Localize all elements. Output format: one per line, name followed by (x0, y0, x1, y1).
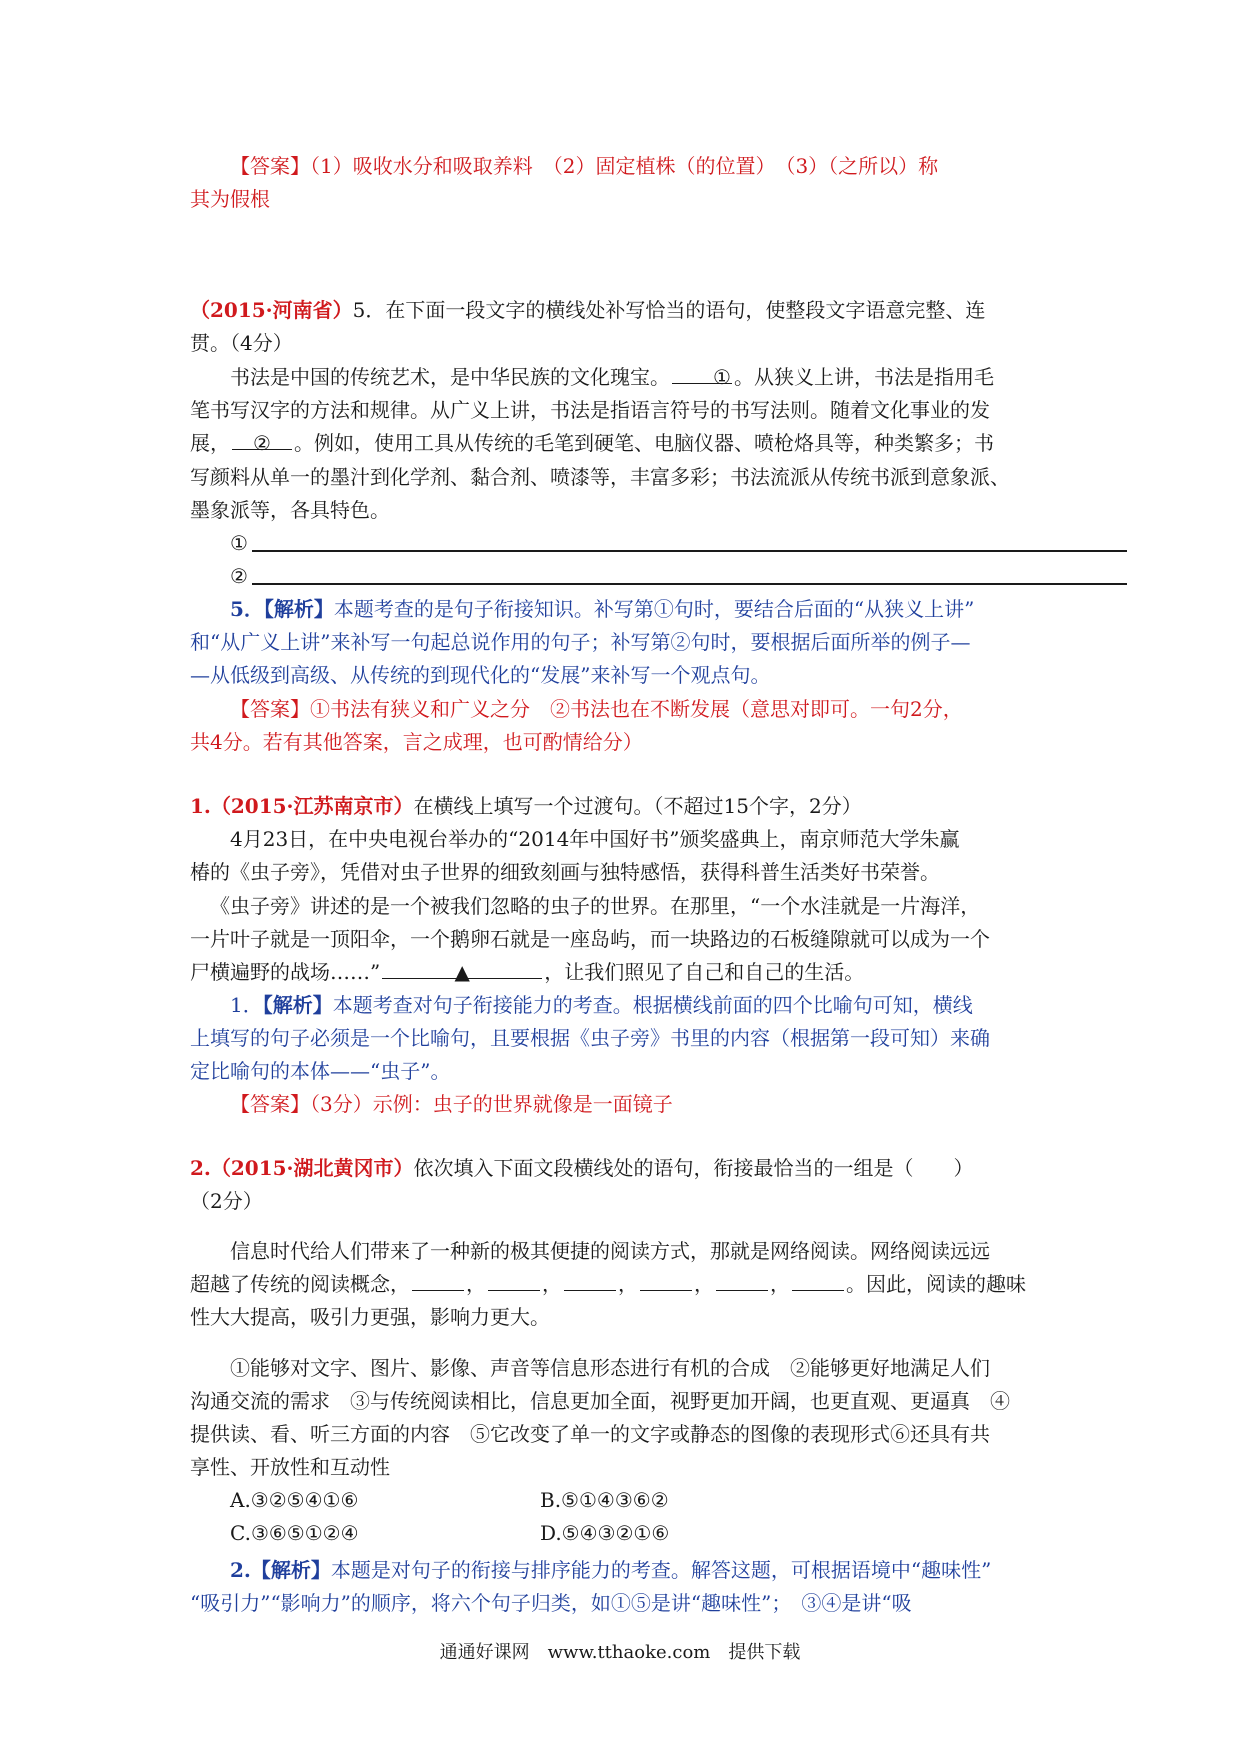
passage-text: ，让我们照见了自己和自己的生活。 (544, 960, 865, 984)
passage-line: 椿的《虫子旁》，凭借对虫子世界的细致刻画与独特感悟，获得科普生活类好书荣誉。 (190, 860, 940, 884)
answer-line (190, 1088, 1060, 1121)
sentence-line: 沟通交流的需求 ③与传统阅读相比，信息更加全面，视野更加开阔，也更直观、更逼真 ④ (190, 1389, 1010, 1413)
stem-text: 在横线上填写一个过渡句。（不超过15个字，2分） (413, 794, 862, 818)
analysis-line: 上填写的句子必须是一个比喻句，且要根据《虫子旁》书里的内容（根据第一段可知）来确 (190, 1026, 990, 1050)
answer-tag: 【答案】 (230, 154, 310, 178)
analysis-text: 本题是对句子的衔接与排序能力的考查。解答这题，可根据语境中“趣味性” (330, 1558, 992, 1582)
stem-text: 5．在下面一段文字的横线处补写恰当的语句，使整段文字语意完整、连 (352, 298, 986, 322)
passage-line: 写颜料从单一的墨汁到化学剂、黏合剂、喷漆等，丰富多彩；书法流派从传统书派到意象派、 (190, 465, 1010, 489)
answer-line-label: ② (230, 564, 248, 588)
passage-text: 尸横遍野的战场……” (190, 960, 381, 984)
question-stem: （2分） (190, 1189, 263, 1213)
sentence-line: 享性、开放性和互动性 (190, 1455, 390, 1479)
passage-line: 笔书写汉字的方法和规律。从广义上讲，书法是指语言符号的书写法则。随着文化事业的发 (190, 398, 990, 422)
blank[interactable] (564, 1268, 616, 1291)
blank-2: ② (232, 427, 292, 450)
page-footer: 通通好课网 www.tthaoke.com 提供下载 (439, 1642, 801, 1663)
question-stem (190, 1152, 1060, 1185)
separator: ， (694, 1272, 714, 1296)
analysis-text: 本题考查对句子衔接能力的考查。根据横线前面的四个比喻句可知，横线 (332, 993, 973, 1017)
passage-text: 超越了传统的阅读概念， (190, 1272, 410, 1296)
analysis-line (190, 1554, 1060, 1587)
passage-line (190, 1268, 1060, 1301)
analysis-line: 定比喻句的本体——“虫子”。 (190, 1059, 451, 1083)
passage-line: 一片叶子就是一顶阳伞，一个鹅卵石就是一座岛屿，而一块路边的石板缝隙就可以成为一个 (190, 927, 990, 951)
answer-write-line[interactable] (252, 583, 1127, 585)
passage-line (190, 956, 1060, 989)
question-source: 1.（2015·江苏南京市） (190, 794, 414, 818)
passage-line: 《虫子旁》讲述的是一个被我们忽略的虫子的世界。在那里，“一个水洼就是一片海洋， (210, 894, 981, 918)
answer-line (190, 693, 1060, 726)
analysis-tag: 【解析】 (262, 993, 333, 1017)
passage-line: 性大大提高，吸引力更强，影响力更大。 (190, 1305, 550, 1329)
answer-line: 其为假根 (190, 187, 270, 211)
analysis-num: 5． (230, 597, 264, 621)
question-stem (190, 294, 1060, 327)
analysis-tag: 【解析】 (250, 1558, 331, 1582)
option-c[interactable]: C.③⑥⑤①②④ (230, 1521, 359, 1545)
analysis-line: “吸引力”“影响力”的顺序，将六个句子归类，如①⑤是讲“趣味性”； ③④是讲“吸 (190, 1591, 912, 1615)
answer-text: ①书法有狭义和广义之分 ②书法也在不断发展（意思对即可。一句2分， (310, 697, 963, 721)
passage-line: 墨象派等，各具特色。 (190, 498, 390, 522)
analysis-line (190, 593, 1060, 626)
answer-text: （1）吸收水分和吸取养料 （2）固定植株（的位置） （3）（之所以）称 (310, 154, 939, 178)
blank[interactable] (488, 1268, 540, 1291)
option-d[interactable]: D.⑤④③②①⑥ (540, 1521, 670, 1545)
passage-line: 4月23日，在中央电视台举办的“2014年中国好书”颁奖盛典上，南京师范大学朱赢 (230, 827, 960, 851)
question-stem: 贯。（4分） (190, 331, 293, 355)
question-source: 2.（2015·湖北黄冈市） (190, 1156, 414, 1180)
analysis-line (190, 989, 1060, 1022)
sentence-line: ①能够对文字、图片、影像、声音等信息形态进行有机的合成 ②能够更好地满足人们 (230, 1356, 990, 1380)
option-b[interactable]: B.⑤①④③⑥② (540, 1488, 669, 1512)
passage-text: 。例如，使用工具从传统的毛笔到硬笔、电脑仪器、喷枪烙具等，种类繁多；书 (294, 431, 994, 455)
blank[interactable] (716, 1268, 768, 1291)
separator: ， (542, 1272, 562, 1296)
answer-tag: 【答案】 (230, 697, 310, 721)
analysis-tag: 【解析】 (263, 597, 334, 621)
passage-text: 展， (190, 431, 230, 455)
answer-line-label: ① (230, 531, 248, 555)
analysis-num: 2. (230, 1558, 251, 1582)
option-a[interactable]: A.③②⑤④①⑥ (230, 1488, 359, 1512)
sentence-line: 提供读、看、听三方面的内容 ⑤它改变了单一的文字或静态的图像的表现形式⑥还具有共 (190, 1422, 990, 1446)
blank[interactable] (412, 1268, 464, 1291)
passage-text: 。因此，阅读的趣味 (846, 1272, 1026, 1296)
answer-line: 共4分。若有其他答案，言之成理，也可酌情给分） (190, 730, 643, 754)
passage-line: 信息时代给人们带来了一种新的极其便捷的阅读方式，那就是网络阅读。网络阅读远远 (230, 1239, 990, 1263)
separator: ， (618, 1272, 638, 1296)
blank[interactable] (640, 1268, 692, 1291)
answer-text: （3分）示例：虫子的世界就像是一面镜子 (310, 1092, 673, 1116)
question-stem (190, 790, 1060, 823)
analysis-line: —从低级到高级、从传统的到现代化的“发展”来补写一个观点句。 (190, 663, 771, 687)
analysis-num: 1． (230, 993, 263, 1017)
analysis-line: 和“从广义上讲”来补写一句起总说作用的句子；补写第②句时，要根据后面所举的例子— (190, 630, 971, 654)
question-source: （2015·河南省） (190, 298, 353, 322)
passage-text: 书法是中国的传统艺术，是中华民族的文化瑰宝。 (230, 365, 670, 389)
passage-text: 。从狭义上讲，书法是指用毛 (734, 365, 994, 389)
analysis-text: 本题考查的是句子衔接知识。补写第①句时，要结合后面的“从狭义上讲” (333, 597, 975, 621)
answer-line (190, 150, 1060, 183)
passage-line (190, 361, 1060, 394)
transition-blank[interactable]: ▲ (382, 956, 542, 979)
answer-tag: 【答案】 (230, 1092, 310, 1116)
passage-line (190, 427, 1060, 460)
separator: ， (466, 1272, 486, 1296)
answer-write-line[interactable] (252, 550, 1127, 552)
blank[interactable] (792, 1268, 844, 1291)
blank-1: ① (672, 361, 732, 384)
stem-text: 依次填入下面文段横线处的语句，衔接最恰当的一组是（ ） (413, 1156, 974, 1180)
separator: ， (770, 1272, 790, 1296)
